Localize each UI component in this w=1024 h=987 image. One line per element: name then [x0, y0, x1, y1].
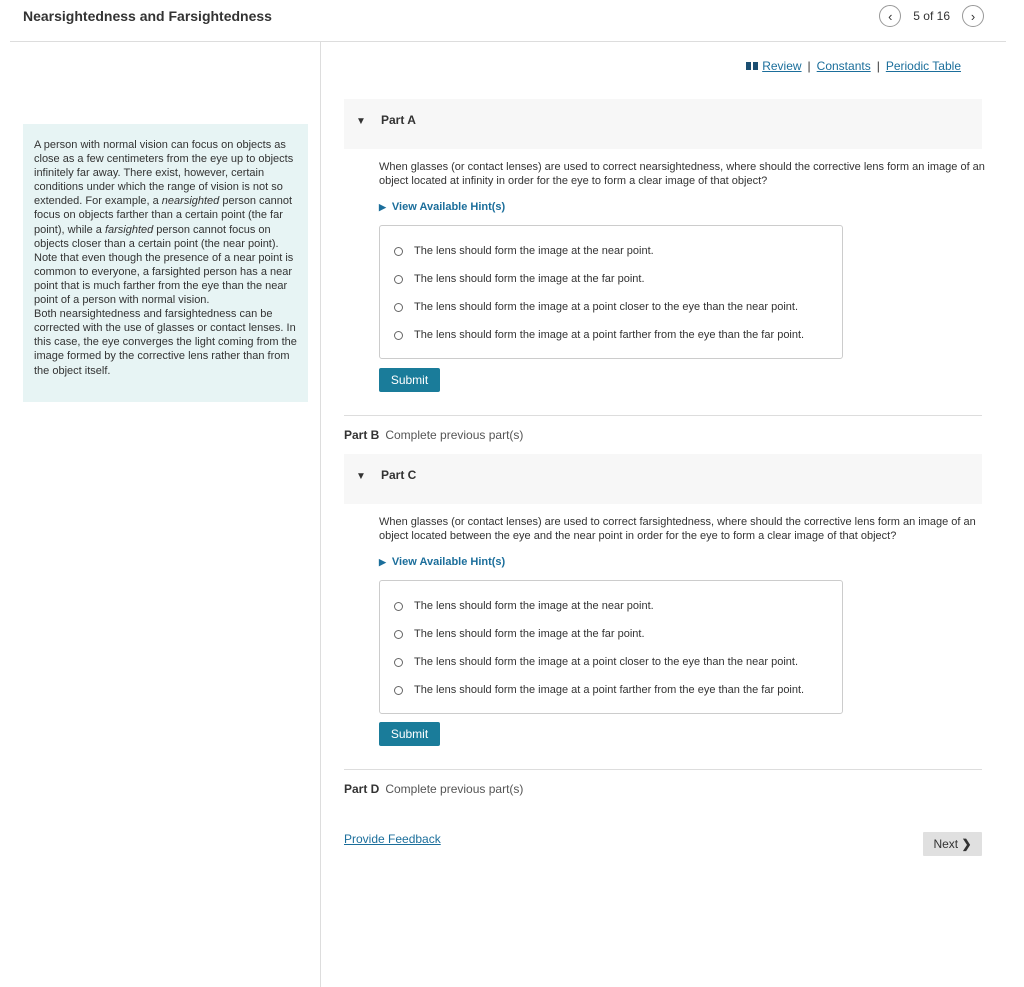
intro-panel: [23, 124, 308, 402]
next-page-button[interactable]: [962, 5, 984, 27]
part-a-header[interactable]: [344, 99, 982, 149]
radio-button[interactable]: [394, 658, 403, 667]
part-a-option-4[interactable]: The lens should form the image at a point farther from the eye than the far point.: [394, 329, 804, 341]
pager: [879, 5, 984, 27]
part-a-option-3[interactable]: The lens should form the image at a point closer to the eye than the near point.: [394, 301, 798, 313]
part-c-label: Part C: [381, 468, 417, 482]
column-divider: [320, 42, 321, 987]
header-bar: [0, 0, 1024, 42]
caret-right-icon: ▶: [379, 557, 386, 567]
radio-button[interactable]: [394, 686, 403, 695]
provide-feedback-link[interactable]: Provide Feedback: [344, 832, 441, 846]
part-a-options: [379, 225, 843, 359]
page-title: Nearsightedness and Farsightedness: [23, 8, 272, 24]
resource-links: Review | Constants | Periodic Table: [746, 59, 961, 73]
prev-button[interactable]: [879, 5, 901, 27]
caret-right-icon: ▶: [379, 202, 386, 212]
part-c-options: [379, 580, 843, 714]
radio-button[interactable]: [394, 331, 403, 340]
radio-button[interactable]: [394, 602, 403, 611]
part-a-hint-toggle[interactable]: ▶ View Available Hint(s): [379, 201, 506, 213]
part-a-option-2[interactable]: The lens should form the image at the far point.: [394, 273, 645, 285]
part-c-submit-button[interactable]: Submit: [379, 722, 440, 746]
intro-paragraph-2: Both nearsightedness and farsightedness can be corrected with the use of glasses or contact lenses. In this case, the eye converges the light coming from the image formed by the corrective lens rather than from the object itself.: [34, 308, 297, 377]
radio-button[interactable]: [394, 303, 403, 312]
chevron-right-icon: ❯: [961, 837, 972, 851]
part-c-hint-toggle[interactable]: ▶ View Available Hint(s): [379, 556, 506, 568]
part-a-label: Part A: [381, 113, 416, 127]
review-link[interactable]: Review: [762, 59, 802, 73]
chevron-right-icon: ›: [970, 8, 976, 24]
chevron-left-icon: ‹: [888, 8, 893, 24]
book-icon: [746, 62, 758, 70]
part-b-status[interactable]: Part B Complete previous part(s): [344, 428, 524, 442]
part-c-option-3[interactable]: The lens should form the image at a point closer to the eye than the near point.: [394, 656, 798, 668]
pager-text: 5 of 16: [913, 9, 950, 23]
divider: [344, 769, 982, 770]
part-c-header[interactable]: [344, 454, 982, 504]
part-a-option-1[interactable]: The lens should form the image at the near point.: [394, 245, 654, 257]
part-d-status[interactable]: Part D Complete previous part(s): [344, 782, 524, 796]
constants-link[interactable]: Constants: [816, 59, 871, 73]
radio-button[interactable]: [394, 630, 403, 639]
caret-down-icon: ▼: [356, 116, 366, 127]
periodic-table-link[interactable]: Periodic Table: [885, 59, 961, 73]
header-divider: [10, 41, 1006, 42]
next-button[interactable]: Next ❯: [923, 832, 982, 856]
radio-button[interactable]: [394, 247, 403, 256]
intro-paragraph-1: A person with normal vision can focus on objects as close as a few centimeters from the eye up to objects infinitely far away. There exist, however, certain conditions under which the range of vision is not so extended. For example, a nearsighted person cannot focus on objects farther than a certain point (the far point), while a farsighted person cannot focus on objects closer than a certain point (the near point). Note that even though the presence of a near point is common to everyone, a farsighted person has a near point that is much farther from the eye than the near point of a person with normal vision.: [34, 139, 294, 307]
part-a-submit-button[interactable]: Submit: [379, 368, 440, 392]
radio-button[interactable]: [394, 275, 403, 284]
divider: [344, 415, 982, 416]
part-c-question: When glasses (or contact lenses) are used to correct farsightedness, where should the corrective lens form an image of an object located between the eye and the near point in order for the eye to form a clear image of that object?: [379, 516, 976, 542]
part-c-option-2[interactable]: The lens should form the image at the far point.: [394, 628, 645, 640]
part-c-option-4[interactable]: The lens should form the image at a point farther from the eye than the far point.: [394, 684, 804, 696]
part-c-option-1[interactable]: The lens should form the image at the near point.: [394, 600, 654, 612]
part-a-question: When glasses (or contact lenses) are used to correct nearsightedness, where should the corrective lens form an image of an object located at infinity in order for the eye to form a clear image of that object?: [379, 161, 985, 187]
caret-down-icon: ▼: [356, 471, 366, 482]
part-b-label: Part B: [344, 428, 380, 442]
part-d-label: Part D: [344, 782, 380, 796]
